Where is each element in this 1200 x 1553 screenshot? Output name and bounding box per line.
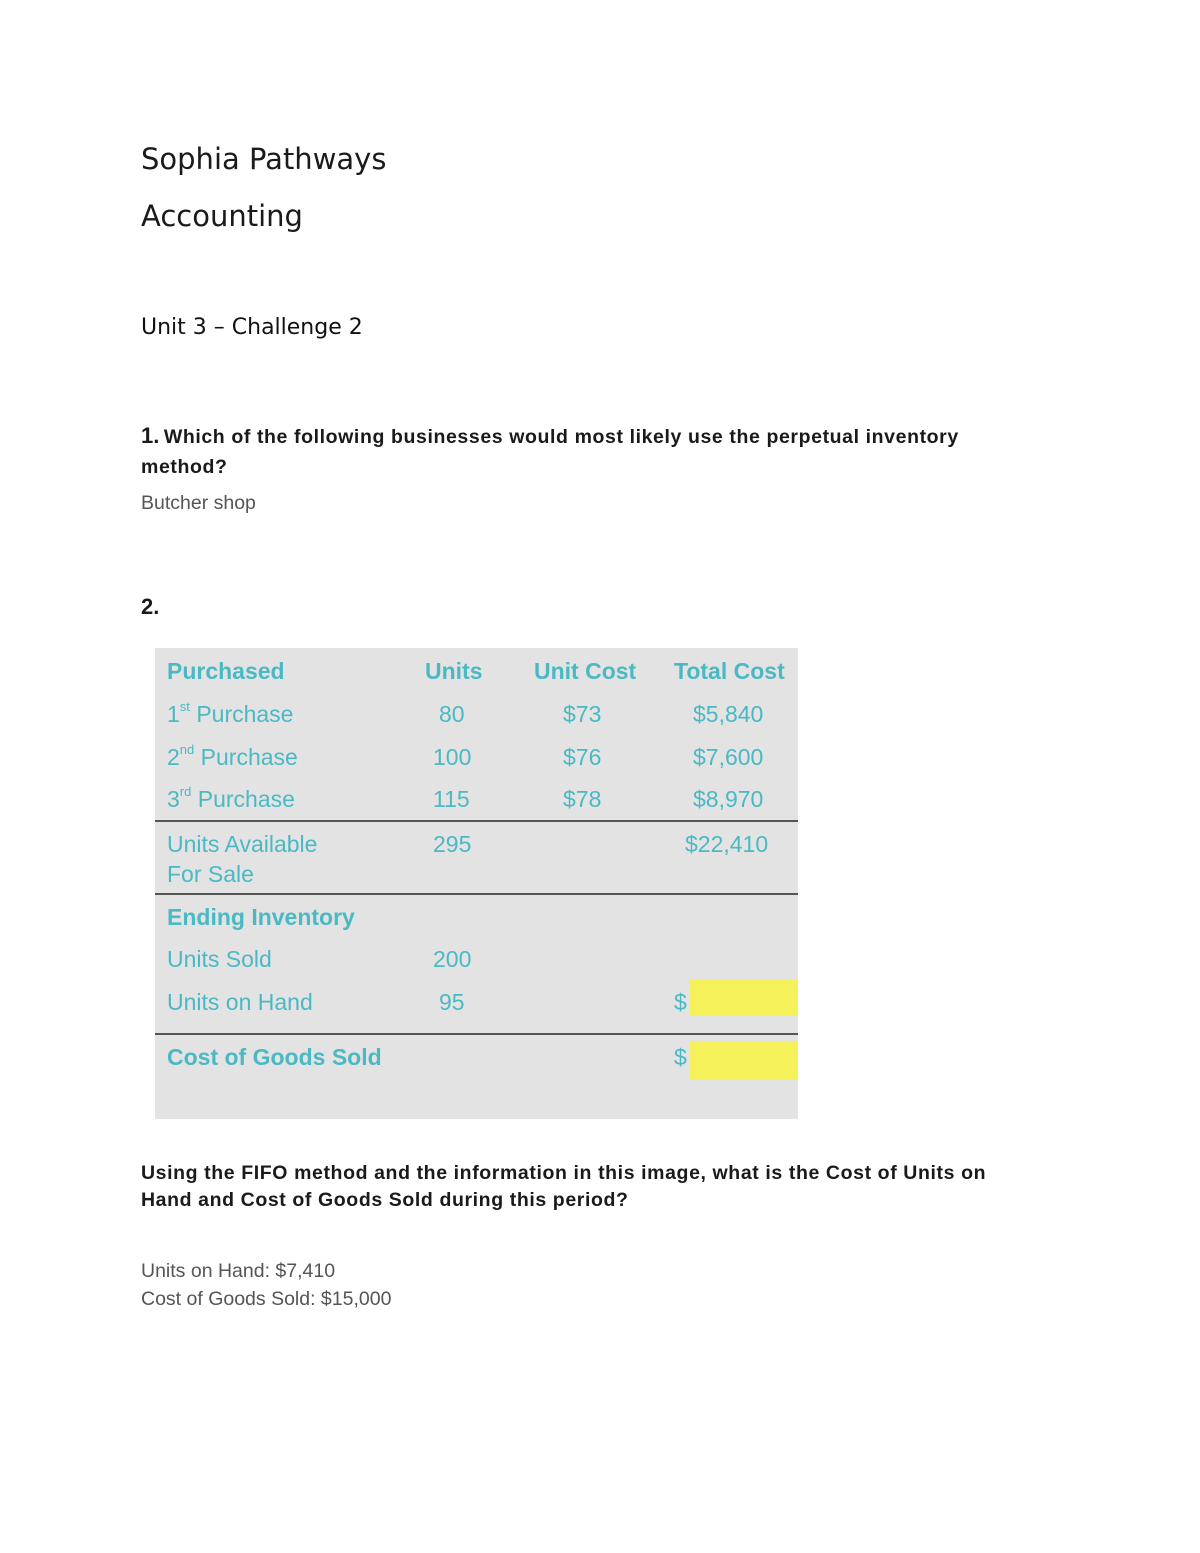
header-purchased: Purchased bbox=[167, 658, 285, 684]
document-title: Sophia Pathways bbox=[141, 142, 387, 176]
inventory-table bbox=[155, 648, 798, 1119]
cogs-label: Cost of Goods Sold bbox=[167, 1044, 382, 1070]
question-1-text: Which of the following businesses would most likely use the perpetual inventory method? bbox=[141, 426, 959, 478]
available-total-cost: $22,410 bbox=[685, 831, 769, 857]
units-on-hand-answer-box bbox=[690, 980, 798, 1016]
purchase-units: 115 bbox=[433, 786, 470, 812]
units-sold-value: 200 bbox=[433, 946, 472, 972]
available-label-line1: Units Available bbox=[167, 831, 318, 857]
question-1-number: 1. bbox=[141, 423, 160, 448]
document-subject: Accounting bbox=[141, 199, 303, 233]
units-on-hand-label: Units on Hand bbox=[167, 989, 313, 1015]
units-sold-label: Units Sold bbox=[167, 946, 272, 972]
units-on-hand-value: 95 bbox=[439, 989, 465, 1015]
purchase-unit-cost: $73 bbox=[563, 701, 602, 727]
table-divider bbox=[155, 820, 798, 822]
header-units: Units bbox=[425, 658, 483, 684]
question-1 bbox=[141, 421, 1021, 483]
answer-units-on-hand: Units on Hand: $7,410 bbox=[141, 1260, 336, 1282]
question-1-answer: Butcher shop bbox=[141, 492, 256, 514]
question-2-number: 2. bbox=[141, 594, 160, 619]
unit-heading: Unit 3 – Challenge 2 bbox=[141, 315, 363, 340]
purchase-label: 2nd Purchase bbox=[167, 742, 298, 770]
purchase-total-cost: $8,970 bbox=[693, 786, 764, 812]
purchase-units: 100 bbox=[433, 744, 472, 770]
table-divider bbox=[155, 893, 798, 895]
ending-inventory-label: Ending Inventory bbox=[167, 904, 355, 930]
purchase-unit-cost: $78 bbox=[563, 786, 602, 812]
question-2-answers bbox=[141, 1257, 391, 1313]
purchase-units: 80 bbox=[439, 701, 465, 727]
purchase-total-cost: $7,600 bbox=[693, 744, 764, 770]
units-on-hand-currency: $ bbox=[674, 989, 687, 1015]
purchase-label: 3rd Purchase bbox=[167, 784, 295, 812]
purchase-unit-cost: $76 bbox=[563, 744, 602, 770]
purchase-total-cost: $5,840 bbox=[693, 701, 764, 727]
header-unit-cost: Unit Cost bbox=[534, 658, 637, 684]
purchase-label: 1st Purchase bbox=[167, 699, 294, 727]
available-label-line2: For Sale bbox=[167, 861, 254, 887]
question-2-text: Using the FIFO method and the information in this image, what is the Cost of Units on Hand and Cost of Goods Sold during this period? bbox=[141, 1162, 987, 1211]
table-divider bbox=[155, 1033, 798, 1035]
cogs-answer-box bbox=[690, 1041, 798, 1079]
cogs-currency: $ bbox=[674, 1044, 687, 1070]
answer-cogs: Cost of Goods Sold: $15,000 bbox=[141, 1288, 392, 1310]
header-total-cost: Total Cost bbox=[674, 658, 785, 684]
available-units: 295 bbox=[433, 831, 472, 857]
